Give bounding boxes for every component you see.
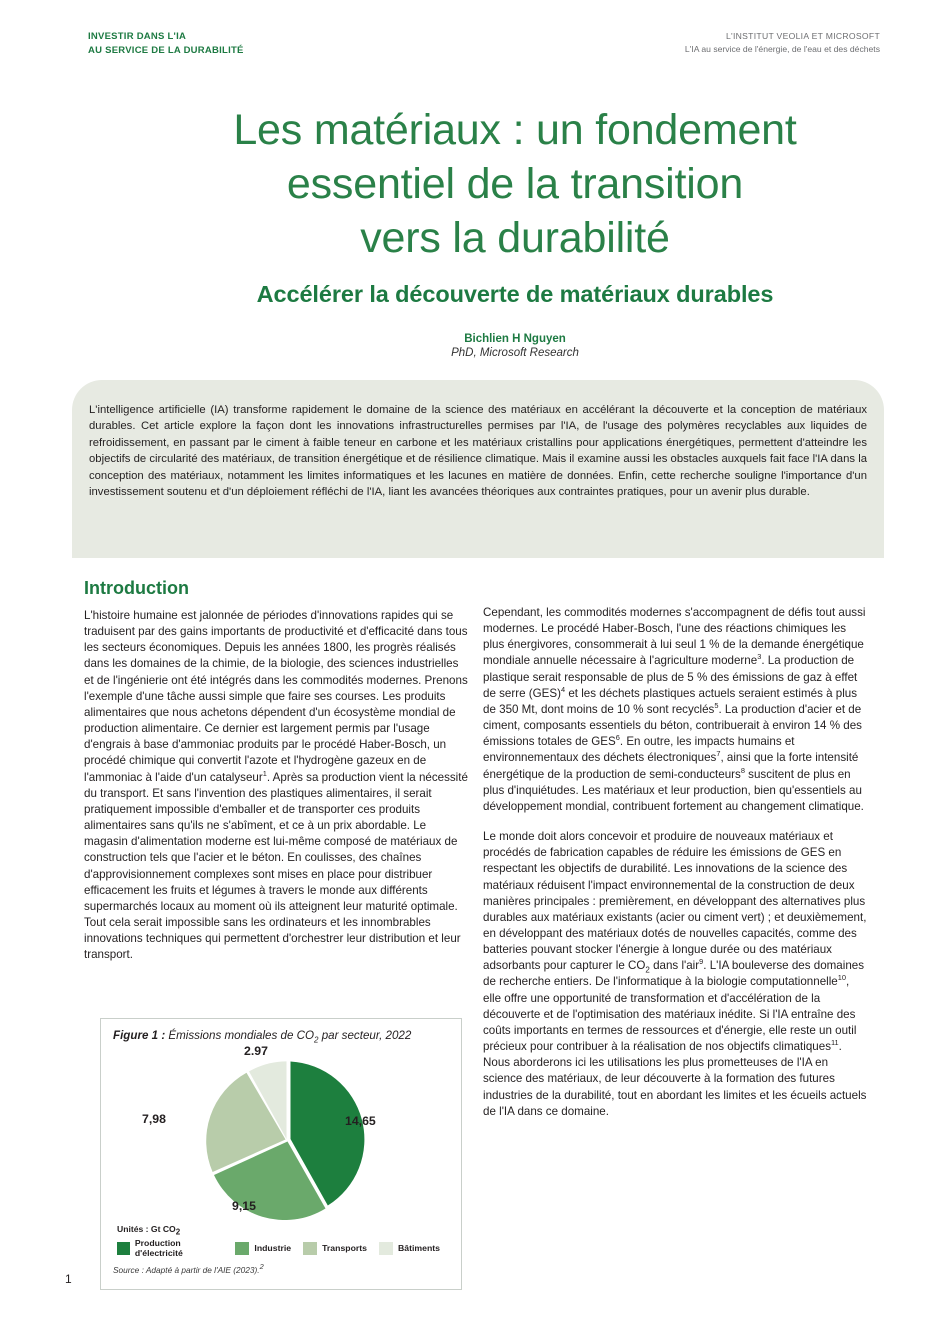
header-left-line2: AU SERVICE DE LA DURABILITÉ: [88, 45, 244, 56]
footnote-ref-11: 11: [831, 1038, 839, 1048]
header-left-line1: INVESTIR DANS L'IA: [88, 31, 187, 42]
legend-swatch-electricite: [117, 1242, 130, 1255]
co2-subscript: 2: [645, 965, 650, 975]
footnote-ref-5: 5: [714, 701, 719, 711]
figure-source-sup: 2: [259, 1262, 264, 1272]
figure-units-label: Unités : Gt CO: [117, 1224, 176, 1234]
page-subtitle: Accélérer la découverte de matériaux durables: [256, 281, 774, 307]
figure-source: [113, 1262, 449, 1275]
page-number: 1: [65, 1272, 72, 1286]
footnote-ref-4: 4: [560, 684, 566, 694]
legend-swatch-batiments: [379, 1242, 393, 1255]
p-r1-b: . La production de plastique serait responsable de plus de 5 % des émissions de gaz à effet de serre (GES): [483, 654, 858, 700]
legend-label-industrie: Industrie: [254, 1243, 292, 1253]
figure-caption: [113, 1029, 449, 1045]
p-r1-f: , ainsi que la forte intensité énergétique de la production de semi-conducteurs: [483, 751, 859, 781]
figure-caption-text-b: par secteur, 2022: [318, 1029, 412, 1042]
footnote-ref-6: 6: [615, 733, 620, 743]
header-right-line1: L'INSTITUT VEOLIA ET MICROSOFT: [725, 31, 880, 41]
author-affiliation: PhD, Microsoft Research: [451, 347, 579, 359]
footnote-ref-8: 8: [740, 765, 745, 775]
abstract-box: [72, 380, 884, 558]
pie-value-transports: 7,98: [142, 1112, 166, 1126]
footnote-ref-7: 7: [716, 749, 721, 759]
p-r2-a: Le monde doit alors concevoir et produire de nouveaux matériaux et procédés de fabrication capables de réduire les émissions de GES en respectant les objectifs de durabilité. Les innovations de la science des matériaux réduisent l'impact environnemental de la construction de deux manières principales : premièrement, en développant des alternatives plus durables aux matériaux existants (acier ou ciment vert) ; et deuxièmement, en développant des matériaux dotés de nouvelles capacités, comme des batteries pouvant stocker l'énergie à longue durée ou des matériaux adsorbants pour capturer le CO: [483, 830, 867, 973]
pie-value-electricite: 14,65: [345, 1114, 376, 1128]
p-r1-g: suscitent de plus en plus d'inquiétudes. Les matériaux et leur production, bien qu'essentiels au développement mondial, contribuent fortement au changement climatique.: [483, 767, 864, 813]
p-r2-c: . L'IA bouleverse des domaines de recherche entiers. De l'informatique à la biologie computationnelle: [483, 959, 865, 989]
paragraph-right-2: [483, 829, 868, 1120]
p-r1-c: et les déchets plastiques actuels seraient estimés à plus de 350 Mt, dont moins de 10 % sont recyclés: [483, 686, 858, 716]
title-line-3: vers la durabilité: [360, 214, 670, 262]
p-r2-b: dans l'air: [649, 959, 700, 973]
pie-value-batiments: 2.97: [244, 1044, 268, 1058]
legend-label-batiments: Bâtiments: [398, 1243, 440, 1253]
footnote-ref-1: 1: [262, 768, 267, 778]
figure-caption-label: Figure 1 :: [113, 1029, 169, 1042]
section-heading-introduction: Introduction: [84, 578, 189, 598]
footnote-ref-10: 10: [837, 973, 846, 983]
legend-item-transports: [303, 1242, 367, 1255]
page-title: [120, 103, 910, 265]
abstract-text: L'intelligence artificielle (IA) transforme rapidement le domaine de la science des matériaux en accélérant la découverte et la conception de matériaux durables. Cet article explore la façon dont les innovations infrastructurelles permises par l'IA, de l'usage des polymères recyclables aux liquides de refroidissement, en passant par le ciment à faible teneur en carbone et les matériaux cristallins pour applications énergétiques, permettent d'atteindre les objectifs de circularité des matériaux, de transition énergétique et de résilience climatique. Mais il examine aussi les obstacles auxquels fait face l'IA dans la conception des matériaux, notamment les limites informatiques et les lacunes en matière de données. Enfin, cette recherche souligne l'importance d'un investissement soutenu et d'un déploiement réfléchi de l'IA, liant les avancées théoriques aux contraintes pratiques, pour un avenir plus durable.: [89, 404, 867, 499]
pie-chart-svg: [201, 1058, 376, 1220]
chart-legend: [117, 1238, 449, 1258]
figure-caption-sub: 2: [314, 1035, 319, 1045]
left-column: [84, 578, 469, 963]
figure-units-sub: 2: [175, 1227, 181, 1237]
paragraph-left-1-part-a: L'histoire humaine est jalonnée de périodes d'innovations rapides qui se traduisent par des gains importants de productivité et d'efficacité dans tous les secteurs économiques. Depuis les années 1800, les progrès réalisés dans les domaines de la chimie, de la biologie, des sciences industrielles et de l'ingénierie ont été intégrés dans les commodités modernes. Prenons l'exemple d'une tâche aussi simple que faire ses courses. Les produits alimentaires que nous achetons dépendent d'un écosystème mondial de production alimentaire. Ce dernier est largement permis par l'usage d'engrais à base d'ammoniac produits par le procédé Haber-Bosch, un procédé chimique qui convertit l'azote et l'hydrogène gazeux en de l'ammoniac à l'aide d'un catalyseur: [84, 609, 468, 784]
right-column: [483, 605, 868, 1120]
figure-units: [117, 1224, 449, 1237]
paragraph-left-1-part-b: . Après sa production vient la nécessité du transport. Et sans l'invention des plastiques alimentaires, il serait pratiquement impossible d'emballer et de transporter ces produits alimentaires sans qu'ils ne s'abîment, et ce à un prix abordable. Le magasin d'alimentation moderne est lui-même composé de matériaux de construction tels que l'acier et le béton. En coulisses, des chaînes d'approvisionnement complexes sont mises en place pour distribuer efficacement les fruits et légumes à travers le monde aux différents supermarchés locaux au moment où ils atteignent leur maturité optimale. Tout cela serait impossible sans les ordinateurs et les innombrables innovations techniques qui permettent d'orchestrer leur distribution et leur transport.: [84, 770, 468, 962]
page-header: [0, 30, 940, 70]
p-r1-d: . La production d'acier et de ciment, composants essentiels du béton, contribuerait à environ 14 % des émissions totales de GES: [483, 702, 862, 749]
legend-label-electricite: Production d'électricité: [134, 1238, 183, 1258]
title-line-1: Les matériaux : un fondement: [233, 106, 797, 154]
figure-1: [100, 1018, 462, 1290]
legend-swatch-industrie: [235, 1242, 249, 1255]
paragraph-left-1: [84, 608, 469, 963]
figure-caption-text-a: Émissions mondiales de CO: [168, 1029, 315, 1042]
p-r2-e: . Nous aborderons ici les utilisations les plus prometteuses de l'IA en science des matériaux, de leur découverte à la formation des futures industries de la durabilité, tout en abordant les limites et les écueils actuels de l'IA dans ce domaine.: [483, 1040, 867, 1118]
legend-item-batiments: [379, 1242, 440, 1255]
figure-source-text: Source : Adapté à partir de l'AIE (2023).: [113, 1265, 260, 1275]
title-block: [120, 103, 910, 359]
legend-swatch-transports: [303, 1242, 317, 1255]
footnote-ref-9: 9: [699, 957, 704, 967]
author-name: Bichlien H Nguyen: [464, 333, 566, 345]
legend-item-industrie: [235, 1242, 291, 1255]
header-right-title: [685, 30, 880, 56]
footnote-ref-3: 3: [757, 652, 762, 662]
pie-chart: [113, 1044, 451, 1222]
legend-item-electricite: [117, 1238, 223, 1258]
header-right-line2: L'IA au service de l'énergie, de l'eau et des déchets: [684, 44, 880, 54]
pie-value-industrie: 9,15: [232, 1199, 256, 1213]
header-left-title: [88, 30, 244, 58]
p-r1-e: . En outre, les impacts humains et environnementaux des déchets électroniques: [483, 735, 795, 765]
paragraph-right-1: [483, 605, 868, 815]
legend-label-transports: Transports: [322, 1243, 367, 1253]
title-line-2: essentiel de la transition: [286, 160, 744, 208]
p-r2-d: , elle offre une opportunité de transformation et d'accélération de la découverte et de l'optimisation des matériaux inédite. Si l'IA entraîne des coûts importants en termes de ressources et d'énergie, elle reste un outil précieux pour contribuer à la réalisation de nos objectifs climatiques: [483, 975, 857, 1054]
p-r1-a: Cependant, les commodités modernes s'accompagnent de défis tout aussi modernes. Le procédé Haber-Bosch, l'une des réactions chimiques les plus énergivores, consommerait à lui seul 1 % de la demande énergétique mondiale annuelle nécessaire à l'agriculture moderne: [483, 606, 866, 668]
